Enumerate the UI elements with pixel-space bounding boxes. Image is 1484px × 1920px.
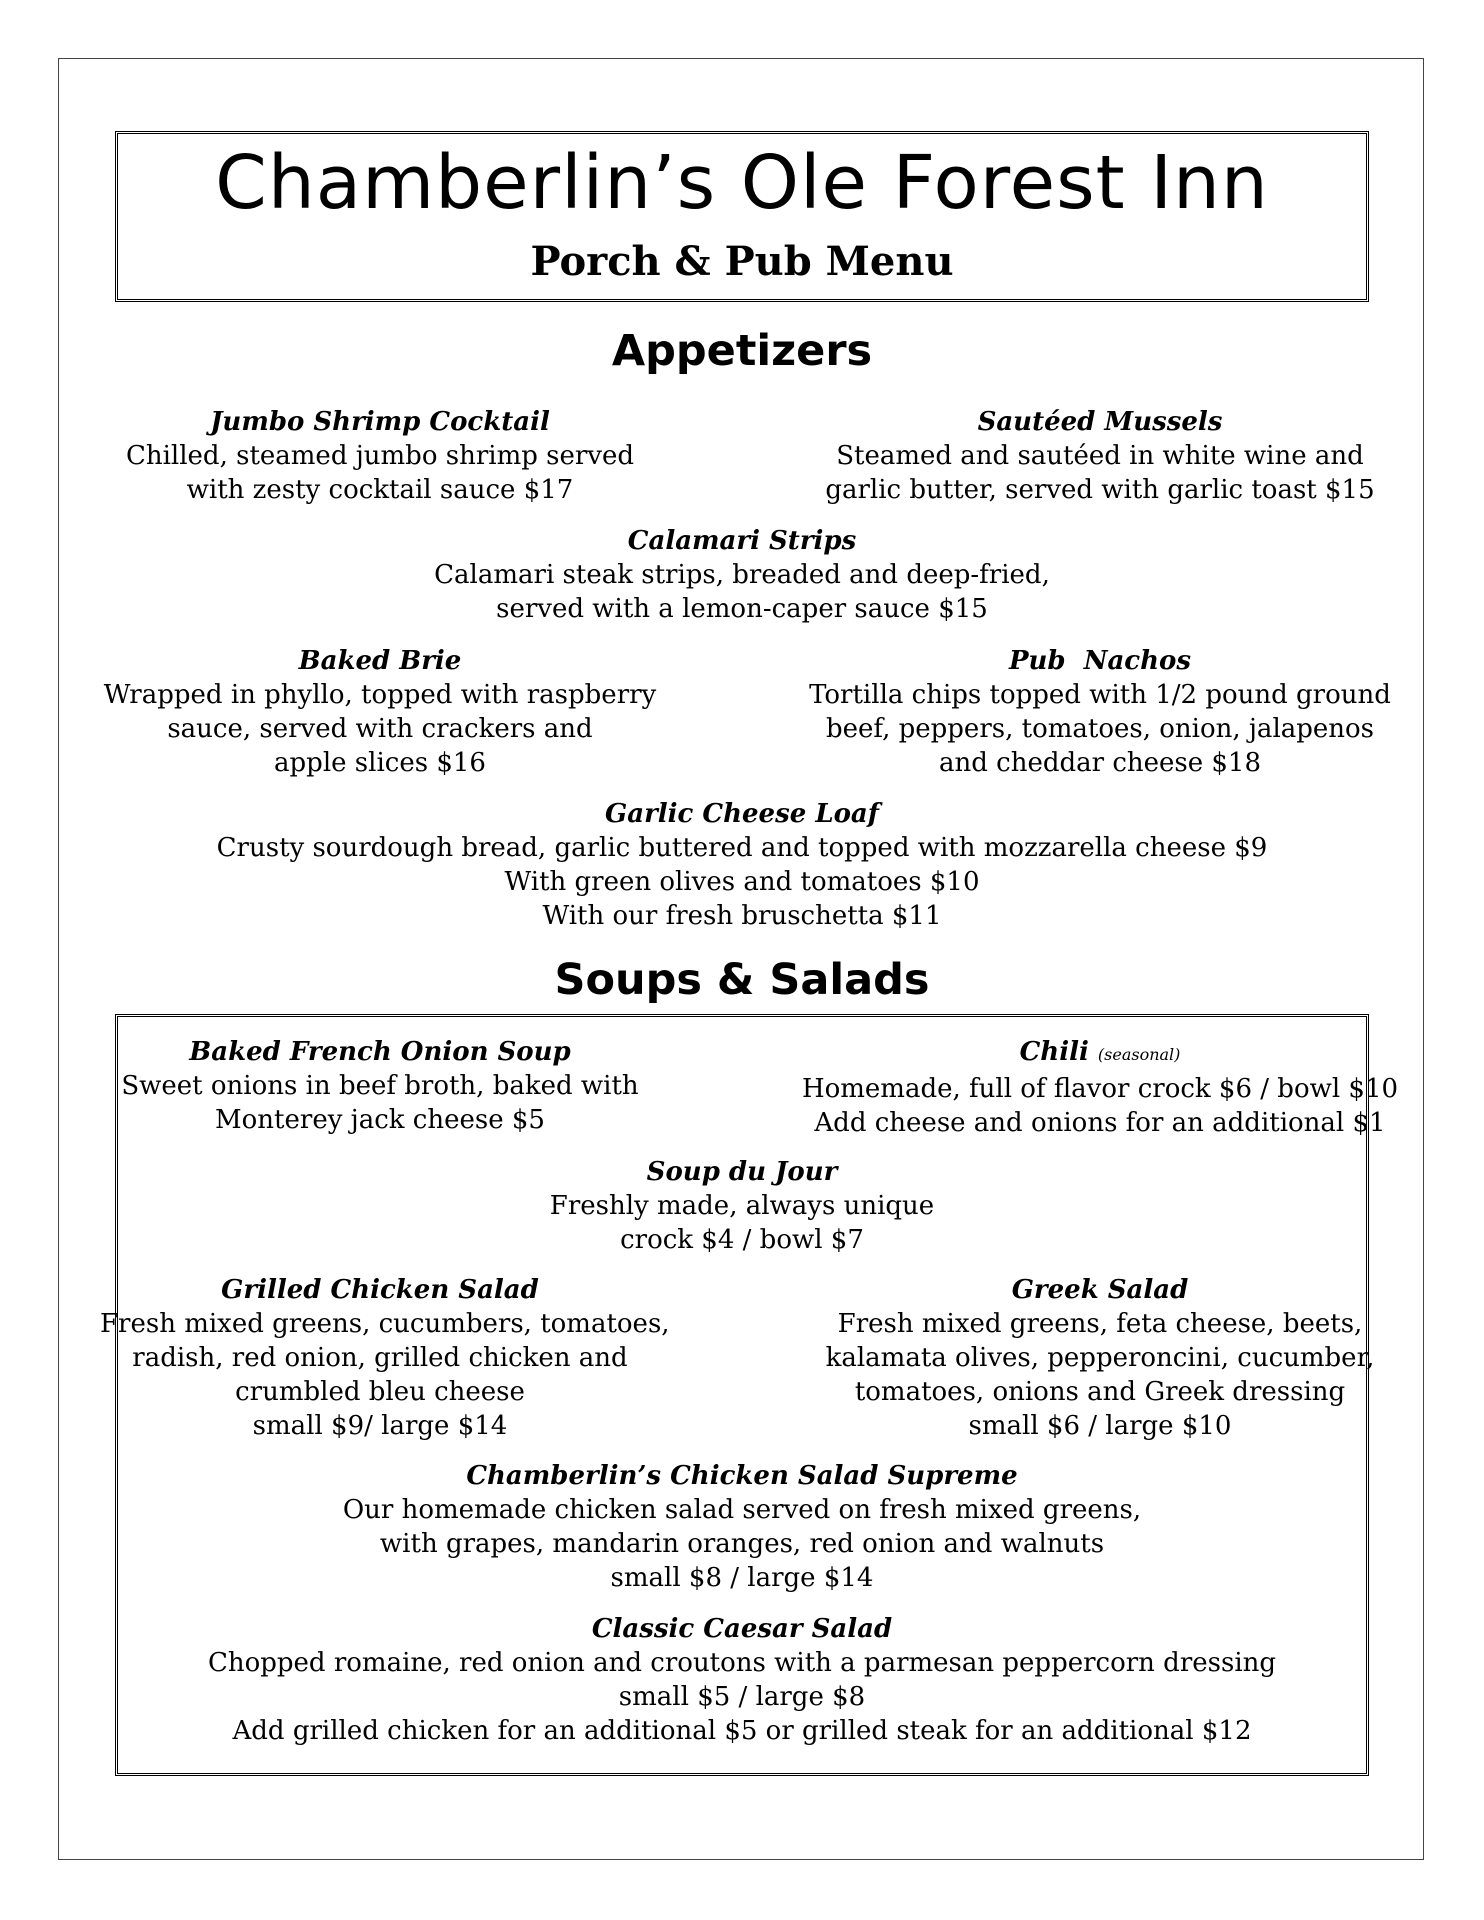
item-description: Fresh mixed greens, cucumbers, tomatoes,: [100, 1309, 670, 1339]
menu-item-chili: [760, 1035, 1440, 1140]
menu-item-pub-nachos: [760, 644, 1440, 780]
item-description: Add cheese and onions for an additional $1: [814, 1108, 1386, 1138]
menu-item-jumbo-shrimp-cocktail: [100, 405, 660, 507]
item-description: sauce, served with crackers and: [167, 714, 593, 744]
item-description: Monterey jack cheese $5: [215, 1105, 545, 1135]
item-description: with grapes, mandarin oranges, red onion and walnuts: [379, 1529, 1105, 1559]
item-price: small $5 / large $8: [618, 1682, 866, 1712]
item-description: Tortilla chips topped with 1/2 pound ground: [809, 680, 1391, 710]
item-description: tomatoes, onions and Greek dressing: [854, 1377, 1346, 1407]
item-description: With green olives and tomatoes $10: [504, 867, 980, 897]
item-description: beef, peppers, tomatoes, onion, jalapenos: [825, 714, 1375, 744]
item-price: small $9/ large $14: [252, 1411, 508, 1441]
item-description: With our fresh bruschetta $11: [542, 901, 942, 931]
menu-item-calamari-strips: [100, 524, 1384, 626]
menu-item-classic-caesar-salad: [100, 1612, 1384, 1748]
item-description: Freshly made, always unique: [549, 1191, 935, 1221]
item-description: kalamata olives, pepperoncini, cucumber,: [825, 1343, 1375, 1373]
item-name: Grilled Chicken Salad: [221, 1275, 539, 1305]
menu-item-baked-french-onion-soup: [100, 1035, 660, 1137]
header-box: [115, 131, 1369, 302]
menu-item-sauteed-mussels: [760, 405, 1440, 507]
item-name: Soup du Jour: [646, 1157, 838, 1187]
item-name: Baked Brie: [298, 646, 462, 676]
menu-subtitle: Porch & Pub Menu: [530, 238, 954, 285]
menu-item-soup-du-jour: [100, 1155, 1384, 1257]
item-name: Pub Nachos: [1008, 646, 1192, 676]
menu-item-greek-salad: [760, 1273, 1440, 1443]
item-description: Our homemade chicken salad served on fresh mixed greens,: [342, 1495, 1142, 1525]
item-name: Baked French Onion Soup: [189, 1037, 571, 1067]
item-description: crock $4 / bowl $7: [620, 1225, 864, 1255]
item-name: Chamberlin’s Chicken Salad Supreme: [466, 1461, 1018, 1491]
item-name: Classic Caesar Salad: [591, 1614, 893, 1644]
item-description: Calamari steak strips, breaded and deep-fried,: [434, 560, 1050, 590]
item-description: radish, red onion, grilled chicken and: [132, 1343, 628, 1373]
item-description: Steamed and sautéed in white wine and: [836, 441, 1364, 471]
item-name: Greek Salad: [1011, 1275, 1189, 1305]
menu-item-baked-brie: [100, 644, 660, 780]
item-description: with zesty cocktail sauce $17: [186, 475, 574, 505]
item-description: garlic butter, served with garlic toast $15: [825, 475, 1375, 505]
item-description: apple slices $16: [274, 748, 486, 778]
item-price: small $8 / large $14: [610, 1563, 874, 1593]
item-description: Chopped romaine, red onion and croutons with a parmesan peppercorn dressing: [207, 1648, 1277, 1678]
item-addon: Add grilled chicken for an additional $5 or grilled steak for an additional $12: [232, 1716, 1252, 1746]
soups-salads-heading: Soups & Salads: [554, 955, 930, 1005]
item-name: Calamari Strips: [627, 526, 857, 556]
item-name: Sautéed Mussels: [977, 407, 1223, 437]
menu-item-garlic-cheese-loaf: [100, 797, 1384, 933]
item-description: Fresh mixed greens, feta cheese, beets,: [837, 1309, 1363, 1339]
item-name: Chili: [1019, 1037, 1089, 1067]
appetizers-heading: Appetizers: [611, 326, 873, 376]
menu-item-grilled-chicken-salad: [100, 1273, 670, 1443]
item-description: Chilled, steamed jumbo shrimp served: [125, 441, 635, 471]
item-name: Jumbo Shrimp Cocktail: [210, 407, 550, 437]
item-description: crumbled bleu cheese: [235, 1377, 525, 1407]
item-description: Sweet onions in beef broth, baked with: [121, 1071, 639, 1101]
item-description: Crusty sourdough bread, garlic buttered and topped with mozzarella cheese $9: [216, 833, 1268, 863]
item-note: (seasonal): [1097, 1045, 1181, 1064]
item-name: Garlic Cheese Loaf: [605, 799, 879, 829]
restaurant-title: Chamberlin’s Ole Forest Inn: [215, 140, 1269, 226]
item-description: Wrapped in phyllo, topped with raspberry: [103, 680, 657, 710]
item-description: served with a lemon-caper sauce $15: [496, 594, 988, 624]
item-description: Homemade, full of flavor crock $6 / bowl $10: [801, 1074, 1399, 1104]
menu-item-chicken-salad-supreme: [100, 1459, 1384, 1595]
item-price: small $6 / large $10: [968, 1411, 1232, 1441]
item-description: and cheddar cheese $18: [938, 748, 1262, 778]
